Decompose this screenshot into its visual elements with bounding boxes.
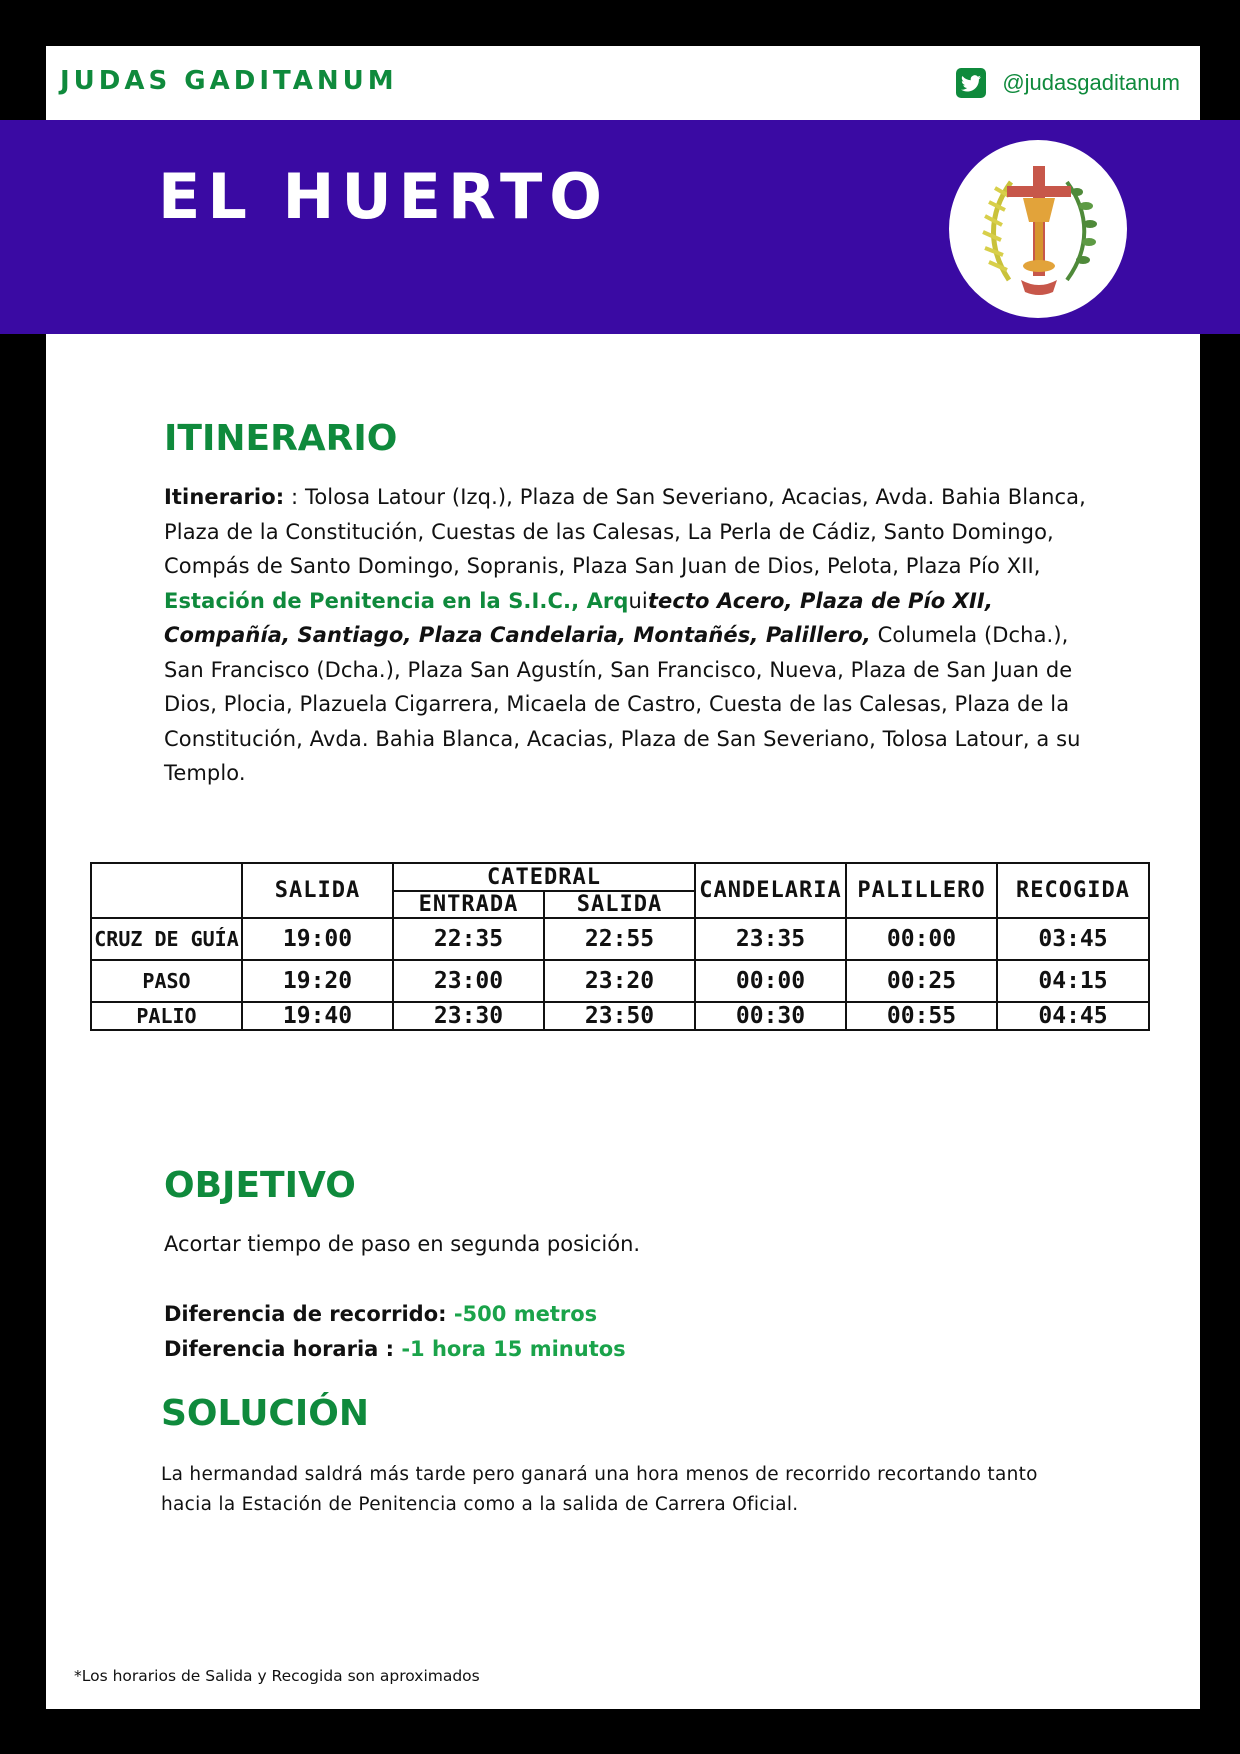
time-cell: 23:30 <box>393 1002 544 1030</box>
itinerario-label: Itinerario: <box>164 485 285 509</box>
brotherhood-emblem <box>949 140 1127 318</box>
time-cell: 04:15 <box>997 960 1149 1002</box>
solucion-text: La hermandad saldrá más tarde pero ganará una hora menos de recorrido recortando tanto hacia la Estación de Penitencia como a la salida de Carrera Oficial. <box>161 1464 1038 1515</box>
social-link[interactable] <box>956 68 1180 98</box>
itinerario-part1: : Tolosa Latour (Izq.), Plaza de San Severiano, Acacias, Avda. Bahia Blanca, Plaza de la Constitución, Cuestas de las Calesas, La Perla de Cádiz, Santo Domingo, Compás de Santo Domingo, Sopranis, Plaza San Juan de Dios, Pelota, Plaza Pío XII, <box>164 485 1086 578</box>
brand-name: JUDAS GADITANUM <box>60 66 398 96</box>
itinerario-part3: Columela (Dcha.), San Francisco (Dcha.), Plaza San Agustín, San Francisco, Nueva, Plaza de San Juan de Dios, Plocia, Plazuela Cigarrera, Micaela de Castro, Cuesta de las Calesas, Plaza de la Constitución, Avda. Bahia Blanca, Acacias, Plaza de San Severiano, Tolosa Latour, a su Templo. <box>164 623 1081 785</box>
header-catedral: CATEDRAL <box>393 863 695 891</box>
header-recogida: RECOGIDA <box>997 863 1149 918</box>
time-cell: 03:45 <box>997 918 1149 960</box>
header-palillero: PALILLERO <box>846 863 997 918</box>
diferencia-horaria <box>164 1337 626 1361</box>
time-cell: 00:30 <box>695 1002 846 1030</box>
time-cell: 23:35 <box>695 918 846 960</box>
time-cell: 00:00 <box>846 918 997 960</box>
objetivo-heading: OBJETIVO <box>164 1165 356 1206</box>
twitter-handle: @judasgaditanum <box>1002 70 1180 95</box>
table-row <box>91 918 1149 960</box>
objetivo-text: Acortar tiempo de paso en segunda posición. <box>164 1232 641 1256</box>
time-cell: 19:40 <box>242 1002 393 1030</box>
schedule-table <box>90 862 1150 1031</box>
time-cell: 19:00 <box>242 918 393 960</box>
table-header-row <box>91 863 1149 891</box>
time-cell: 22:55 <box>544 918 695 960</box>
time-cell: 23:20 <box>544 960 695 1002</box>
row-label: PASO <box>91 960 242 1002</box>
itinerario-highlight: Estación de Penitencia en la S.I.C., Arq <box>164 588 629 613</box>
header-empty-cell <box>91 863 242 918</box>
time-cell: 23:50 <box>544 1002 695 1030</box>
time-cell: 00:25 <box>846 960 997 1002</box>
recorrido-value: -500 metros <box>446 1302 598 1326</box>
footnote: *Los horarios de Salida y Recogida son aproximados <box>74 1667 480 1685</box>
horaria-label: Diferencia horaria : <box>164 1337 395 1361</box>
time-cell: 23:00 <box>393 960 544 1002</box>
recorrido-label: Diferencia de recorrido: <box>164 1302 447 1326</box>
twitter-icon <box>956 68 986 98</box>
diferencia-recorrido <box>164 1302 597 1326</box>
page-title: EL HUERTO <box>158 160 609 233</box>
table-row <box>91 1002 1149 1030</box>
time-cell: 19:20 <box>242 960 393 1002</box>
header-entrada: ENTRADA <box>393 891 544 918</box>
time-cell: 04:45 <box>997 1002 1149 1030</box>
header-catedral-salida: SALIDA <box>544 891 695 918</box>
table-row <box>91 960 1149 1002</box>
row-label: PALIO <box>91 1002 242 1030</box>
top-bar <box>46 46 1200 120</box>
row-label: CRUZ DE GUÍA <box>91 918 242 960</box>
time-cell: 00:00 <box>695 960 846 1002</box>
time-cell: 22:35 <box>393 918 544 960</box>
itinerario-text <box>164 480 1094 791</box>
itinerario-part2: ui <box>628 588 648 613</box>
header-salida: SALIDA <box>242 863 393 918</box>
time-cell: 00:55 <box>846 1002 997 1030</box>
horaria-value: -1 hora 15 minutos <box>394 1337 626 1361</box>
itinerario-heading: ITINERARIO <box>164 418 398 459</box>
itinerario-bold-italic: tecto Acero, Plaza de Pío XII, Compañía, Santiago, Plaza Candelaria, Montañés, Palillero, <box>164 588 993 647</box>
solucion-heading: SOLUCIÓN <box>161 1393 369 1434</box>
title-banner <box>0 120 1240 334</box>
header-candelaria: CANDELARIA <box>695 863 846 918</box>
